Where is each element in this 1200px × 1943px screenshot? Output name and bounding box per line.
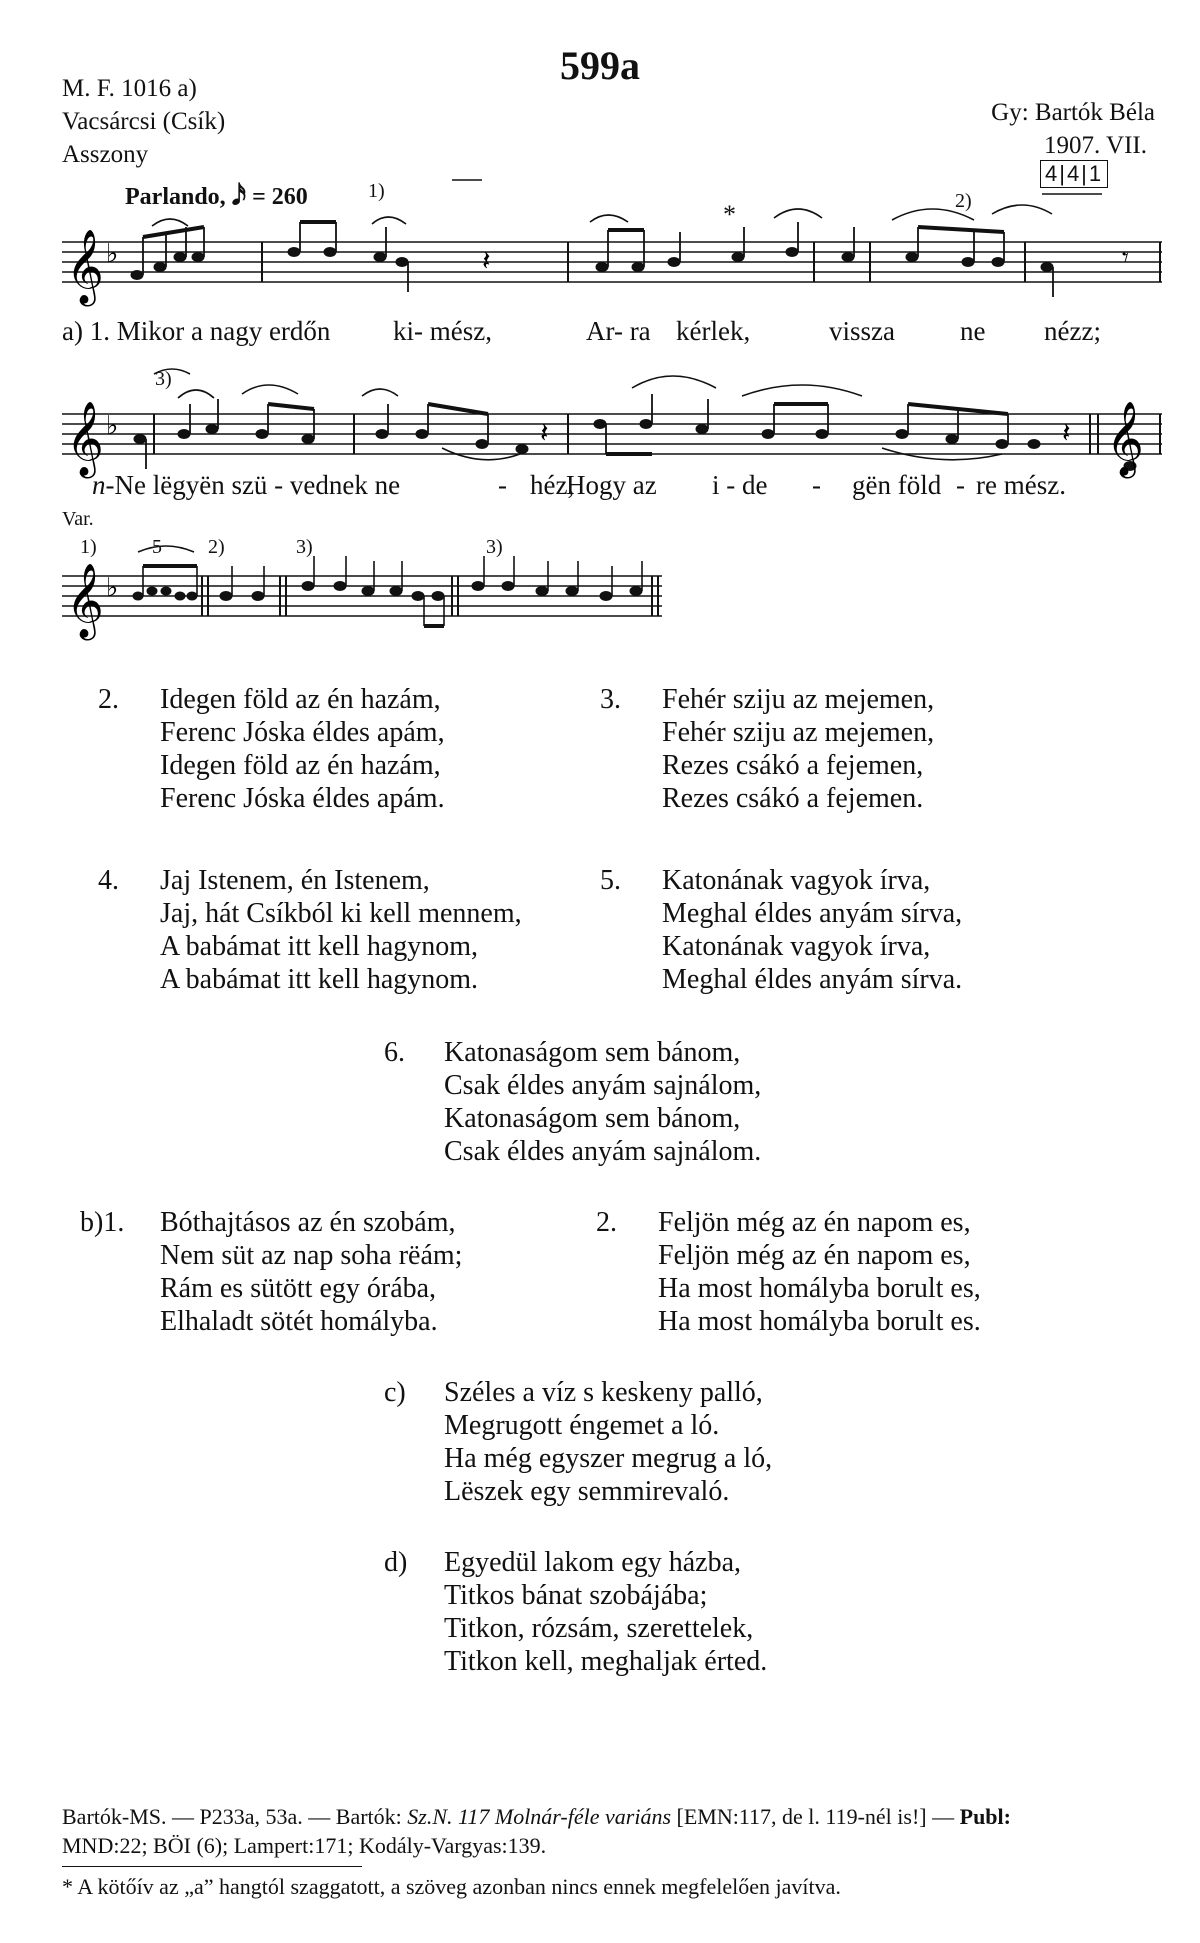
stanza-line: Fehér sziju az mejemen, bbox=[662, 717, 935, 748]
stanza-line: Rám es sütött egy órába, bbox=[160, 1273, 437, 1304]
stanza-4 bbox=[98, 864, 578, 1004]
lyric-seg-6: ne bbox=[960, 316, 986, 346]
lyric-seg-2: ki- mész, bbox=[393, 316, 492, 346]
page-title: 599a bbox=[560, 43, 640, 88]
stanza-line: Egyedül lakom egy házba, bbox=[444, 1547, 742, 1578]
lyric-line2-seg-7: gën föld bbox=[852, 470, 942, 500]
stanza-line: Meghal éldes anyám sírva. bbox=[662, 964, 963, 995]
variant-mark-1: 1) bbox=[80, 536, 97, 558]
sixteenth-note-icon: 𝅘𝅥𝅯 bbox=[231, 180, 247, 211]
mark-3: 3) bbox=[155, 368, 172, 390]
staff-2 bbox=[62, 404, 1167, 474]
stanza-line: Jaj Istenem, én Istenem, bbox=[160, 865, 430, 896]
svg-text:𝄽: 𝄽 bbox=[482, 244, 491, 277]
stanza-line: A babámat itt kell hagynom, bbox=[160, 931, 479, 962]
collection-date: 1907. VII. bbox=[1043, 132, 1147, 159]
stanza-line: Katonának vagyok írva, bbox=[662, 865, 931, 896]
lyric-seg-7: nézz; bbox=[1044, 316, 1101, 346]
mark-1: 1) bbox=[368, 180, 385, 202]
stanza-number: 6. bbox=[384, 1037, 405, 1068]
stanza-c bbox=[384, 1376, 864, 1516]
lyric-seg-1: a) 1. Mikor a nagy erdőn bbox=[62, 316, 331, 346]
stanza-d bbox=[384, 1546, 864, 1686]
reference-line-2: MND:22; BÖI (6); Lampert:171; Kodály-Vargyas:139. bbox=[62, 1833, 547, 1858]
stanza-line: Bóthajtásos az én szobám, bbox=[160, 1207, 456, 1238]
stanza-number: 3. bbox=[600, 684, 621, 715]
lyric-line2-seg-5: i - de bbox=[712, 470, 768, 500]
stanza-line: Titkos bánat szobájába; bbox=[444, 1580, 708, 1611]
collector-name: Gy: Bartók Béla bbox=[991, 99, 1155, 126]
stanza-3 bbox=[600, 683, 1080, 823]
svg-text:𝄽: 𝄽 bbox=[540, 416, 549, 449]
footnote-divider bbox=[62, 1866, 362, 1867]
lyric-seg-3: Ar- ra bbox=[586, 316, 651, 346]
stanza-line: Széles a víz s keskeny palló, bbox=[444, 1377, 763, 1408]
reference-part-c: [EMN:117, de l. 119-nél is!] — bbox=[671, 1804, 960, 1829]
variant-staff bbox=[62, 566, 672, 636]
stanza-line: Megrugott éngemet a ló. bbox=[444, 1410, 720, 1441]
reference-part-b: Sz.N. 117 Molnár-féle variáns bbox=[407, 1804, 672, 1829]
reference-part-a: Bartók-MS. — P233a, 53a. — Bartók: bbox=[62, 1804, 408, 1829]
tempo-label: Parlando, bbox=[125, 184, 226, 210]
reference-part-d: Publ: bbox=[959, 1804, 1011, 1829]
stanza-line: Titkon, rózsám, szerettelek, bbox=[444, 1613, 754, 1644]
stanza-line: Ha most homályba borult es. bbox=[658, 1306, 981, 1337]
source-catalog: M. F. 1016 a) bbox=[62, 75, 197, 102]
stanza-line: Lëszek egy semmirevaló. bbox=[444, 1476, 730, 1507]
variant-mark-3a: 3) bbox=[296, 536, 313, 558]
stanza-line: Katonának vagyok írva, bbox=[662, 931, 931, 962]
stanza-line: Ferenc Jóska éldes apám, bbox=[160, 717, 445, 748]
treble-clef-icon: 𝄞 bbox=[66, 230, 104, 304]
stanza-line: Ha most homályba borult es, bbox=[658, 1273, 981, 1304]
lyric-line2-seg-4: Hogy az bbox=[566, 470, 657, 500]
source-performer: Asszony bbox=[62, 141, 149, 168]
stanza-line: Meghal éldes anyám sírva, bbox=[662, 898, 963, 929]
stanza-line: Titkon kell, meghaljak érted. bbox=[444, 1646, 768, 1677]
staff-1 bbox=[62, 232, 1167, 302]
stanza-line: Feljön még az én napom es, bbox=[658, 1207, 971, 1238]
lyric-line2-seg-1: -Ne lëgyën szü - vednek ne bbox=[105, 470, 401, 500]
stanza-number: d) bbox=[384, 1547, 408, 1578]
flat-icon: ♭ bbox=[106, 411, 119, 441]
flat-icon: ♭ bbox=[106, 239, 119, 269]
reference-line-1 bbox=[62, 1802, 1011, 1831]
flat-icon: ♭ bbox=[106, 573, 119, 603]
lyric-line2-n bbox=[92, 470, 400, 501]
stanza-line: Idegen föld az én hazám, bbox=[160, 684, 441, 715]
lyric-line2-seg-2: - bbox=[498, 470, 507, 500]
variant-tuplet: 5 bbox=[152, 536, 162, 558]
stanza-number: c) bbox=[384, 1377, 406, 1408]
lyric-line2-seg-3: héz, bbox=[530, 470, 575, 500]
variant-mark-2: 2) bbox=[208, 536, 225, 558]
mark-2: 2) bbox=[955, 190, 972, 212]
lyric-seg-4: kérlek, bbox=[676, 316, 751, 346]
stanza-line: Rezes csákó a fejemen, bbox=[662, 750, 924, 781]
stanza-b1 bbox=[80, 1206, 578, 1346]
variant-label: Var. bbox=[62, 508, 94, 530]
source-info bbox=[62, 72, 225, 171]
stanza-line: Csak éldes anyám sajnálom, bbox=[444, 1070, 762, 1101]
stanza-6 bbox=[384, 1036, 864, 1176]
stanza-5 bbox=[600, 864, 1080, 1004]
lyric-line2-seg-6: - bbox=[812, 470, 821, 500]
collector-info bbox=[985, 96, 1155, 162]
stanza-line: Jaj, hát Csíkból ki kell mennem, bbox=[160, 898, 522, 929]
lyric-line2-seg-9: re mész. bbox=[976, 470, 1066, 500]
collector-code: 4|4|1 bbox=[1040, 160, 1108, 188]
tempo-marking bbox=[125, 180, 308, 212]
stanza-b2 bbox=[596, 1206, 1076, 1346]
end-clef-icon: 𝄞 bbox=[1106, 402, 1144, 476]
lyric-seg-5: vissza bbox=[829, 316, 895, 346]
stanza-line: Katonaságom sem bánom, bbox=[444, 1037, 741, 1068]
stanza-line: Csak éldes anyám sajnálom. bbox=[444, 1136, 762, 1167]
lyric-n: n bbox=[92, 470, 106, 500]
treble-clef-icon: 𝄞 bbox=[66, 402, 104, 476]
svg-text:𝄾: 𝄾 bbox=[1122, 243, 1129, 273]
stanza-line: A babámat itt kell hagynom. bbox=[160, 964, 479, 995]
stanza-line: Rezes csákó a fejemen. bbox=[662, 783, 924, 814]
stanza-line: Ha még egyszer megrug a ló, bbox=[444, 1443, 773, 1474]
stanza-line: Elhaladt sötét homályba. bbox=[160, 1306, 438, 1337]
stanza-line: Idegen föld az én hazám, bbox=[160, 750, 441, 781]
stanza-line: Nem süt az nap soha rëám; bbox=[160, 1240, 463, 1271]
stanza-number: 2. bbox=[596, 1207, 617, 1238]
source-place: Vacsárcsi (Csík) bbox=[62, 108, 226, 135]
stanza-line: Fehér sziju az mejemen, bbox=[662, 684, 935, 715]
stanza-number: 2. bbox=[98, 684, 119, 715]
tempo-value: = 260 bbox=[252, 184, 308, 210]
stanza-line: Katonaságom sem bánom, bbox=[444, 1103, 741, 1134]
stanza-line: Feljön még az én napom es, bbox=[658, 1240, 971, 1271]
footnote-star: * bbox=[723, 200, 736, 229]
stanza-2 bbox=[98, 683, 578, 823]
stanza-number: 5. bbox=[600, 865, 621, 896]
lyric-line2-seg-8: - bbox=[956, 470, 965, 500]
stanza-number: 4. bbox=[98, 865, 119, 896]
svg-text:𝄽: 𝄽 bbox=[1062, 416, 1071, 449]
treble-clef-icon: 𝄞 bbox=[66, 564, 104, 638]
stanza-line: Ferenc Jóska éldes apám. bbox=[160, 783, 445, 814]
stanza-number: b)1. bbox=[80, 1207, 125, 1238]
variant-mark-3b: 3) bbox=[486, 536, 503, 558]
footnote-text: * A kötőív az „a” hangtól szaggatott, a szöveg azonban nincs ennek megfelelően javítva. bbox=[62, 1874, 841, 1899]
